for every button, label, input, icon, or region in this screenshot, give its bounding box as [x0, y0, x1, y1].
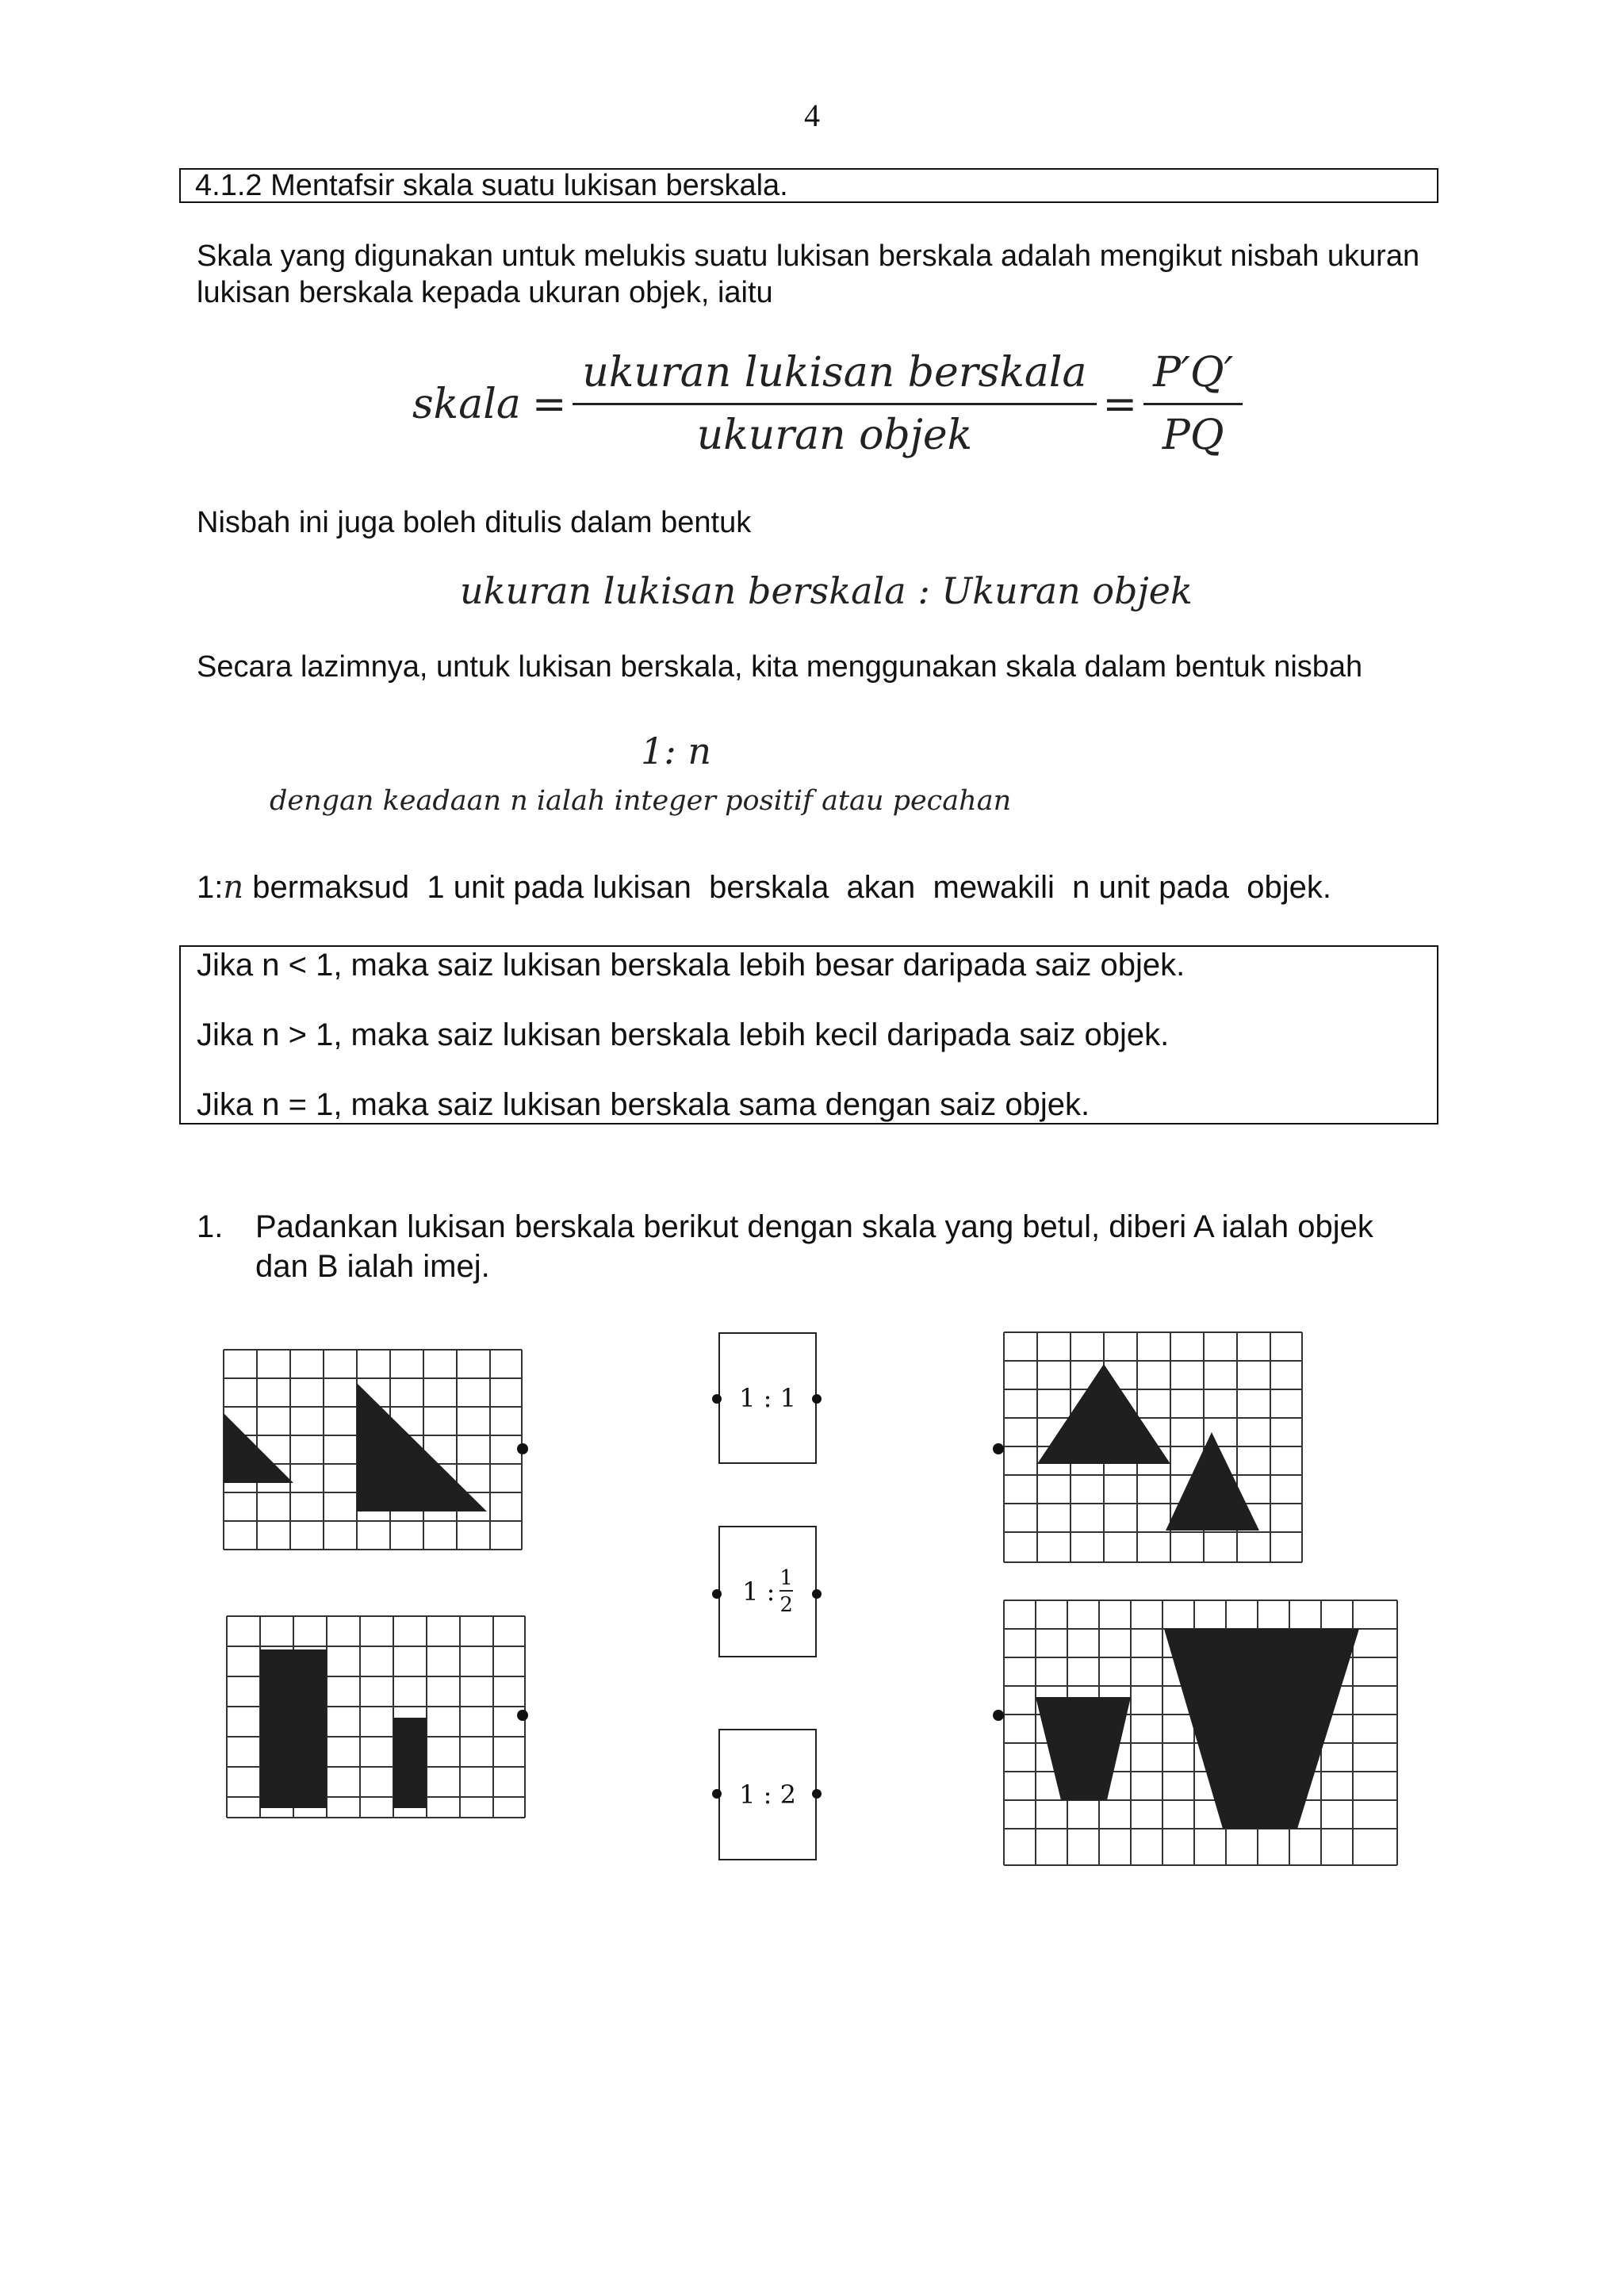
- meaning-prefix: 1:: [197, 870, 224, 905]
- meaning-line: [197, 868, 1331, 907]
- small-trapezium-shape: [1036, 1697, 1131, 1800]
- meaning-n: n: [223, 869, 244, 906]
- grid-trapeziums-right[interactable]: [1002, 1599, 1399, 1868]
- condition-equal-one: Jika n = 1, maka saiz lukisan berskala sama dengan saiz objek.: [197, 1087, 1090, 1122]
- large-triangle-shape: [1037, 1364, 1170, 1464]
- large-trapezium-shape: [1164, 1629, 1359, 1829]
- match-dot-grid-4[interactable]: [993, 1710, 1004, 1721]
- scale-fraction-num: 1: [779, 1566, 793, 1590]
- match-dot-option-3-right[interactable]: [812, 1789, 822, 1799]
- match-dot-option-3-left[interactable]: [712, 1789, 722, 1799]
- scale-option-1-half[interactable]: [718, 1526, 817, 1657]
- scale-option-1-2[interactable]: [718, 1729, 817, 1860]
- match-dot-option-1-left[interactable]: [712, 1394, 722, 1404]
- formula-equals-2: =: [1102, 380, 1138, 428]
- scale-option-label: 1 : 1: [739, 1383, 796, 1413]
- scale-option-label: 1 :: [742, 1577, 776, 1607]
- small-rectangle-shape: [393, 1718, 427, 1808]
- meaning-rest: bermaksud 1 unit pada lukisan berskala akan mewakili n unit pada objek.: [243, 870, 1332, 905]
- match-dot-option-2-left[interactable]: [712, 1589, 722, 1599]
- formula-fraction-main: [577, 349, 1091, 459]
- formula-fraction-pq: [1148, 349, 1238, 459]
- formula-lhs: skala: [412, 380, 521, 428]
- page-number: 4: [804, 98, 820, 133]
- condition-greater-than-one: Jika n > 1, maka saiz lukisan berskala lebih kecil daripada saiz objek.: [197, 1017, 1170, 1052]
- grid-rectangles-left[interactable]: [225, 1615, 527, 1821]
- question-number: 1.: [197, 1209, 224, 1244]
- match-dot-grid-1[interactable]: [517, 1443, 528, 1454]
- condition-less-than-one: Jika n < 1, maka saiz lukisan berskala lebih besar daripada saiz objek.: [197, 948, 1185, 983]
- match-dot-option-1-right[interactable]: [812, 1394, 822, 1404]
- match-dot-grid-2[interactable]: [517, 1710, 528, 1721]
- formula-numerator: ukuran lukisan berskala: [582, 349, 1087, 397]
- intro-paragraph: Skala yang digunakan untuk melukis suatu lukisan berskala adalah mengikut nisbah ukuran lukisan berskala kepada ukuran objek, iaitu: [197, 239, 1420, 309]
- formula-denominator: ukuran objek: [573, 403, 1096, 459]
- formula-equals: =: [531, 380, 567, 428]
- section-heading: 4.1.2 Mentafsir skala suatu lukisan berskala.: [195, 169, 788, 202]
- grid-triangles-right[interactable]: [1002, 1331, 1304, 1565]
- formula-pq-denominator: PQ: [1143, 403, 1243, 459]
- scale-fraction: [779, 1566, 793, 1617]
- common-usage-paragraph: Secara lazimnya, untuk lukisan berskala, kita menggunakan skala dalam bentuk nisbah: [197, 650, 1363, 684]
- grid-triangles-left[interactable]: [222, 1348, 523, 1554]
- match-dot-option-2-right[interactable]: [812, 1589, 822, 1599]
- match-dot-grid-3[interactable]: [993, 1443, 1004, 1454]
- ratio-expression: ukuran lukisan berskala : Ukuran objek: [460, 569, 1193, 612]
- question-text: Padankan lukisan berskala berikut dengan skala yang betul, diberi A ialah objek dan B ialah imej.: [255, 1209, 1373, 1284]
- scale-formula: [412, 349, 1238, 459]
- ratio-intro: Nisbah ini juga boleh ditulis dalam bentuk: [197, 506, 752, 539]
- ratio-form: 1: n: [641, 730, 712, 772]
- small-triangle-shape: [224, 1413, 293, 1483]
- scale-option-1-1[interactable]: [718, 1332, 817, 1464]
- scale-fraction-den: 2: [779, 1590, 793, 1617]
- ratio-condition: dengan keadaan n ialah integer positif atau pecahan: [270, 785, 1012, 817]
- scale-option-label: 1 : 2: [739, 1780, 796, 1810]
- large-rectangle-shape: [260, 1649, 327, 1808]
- formula-pq-numerator: P′Q′: [1153, 349, 1234, 397]
